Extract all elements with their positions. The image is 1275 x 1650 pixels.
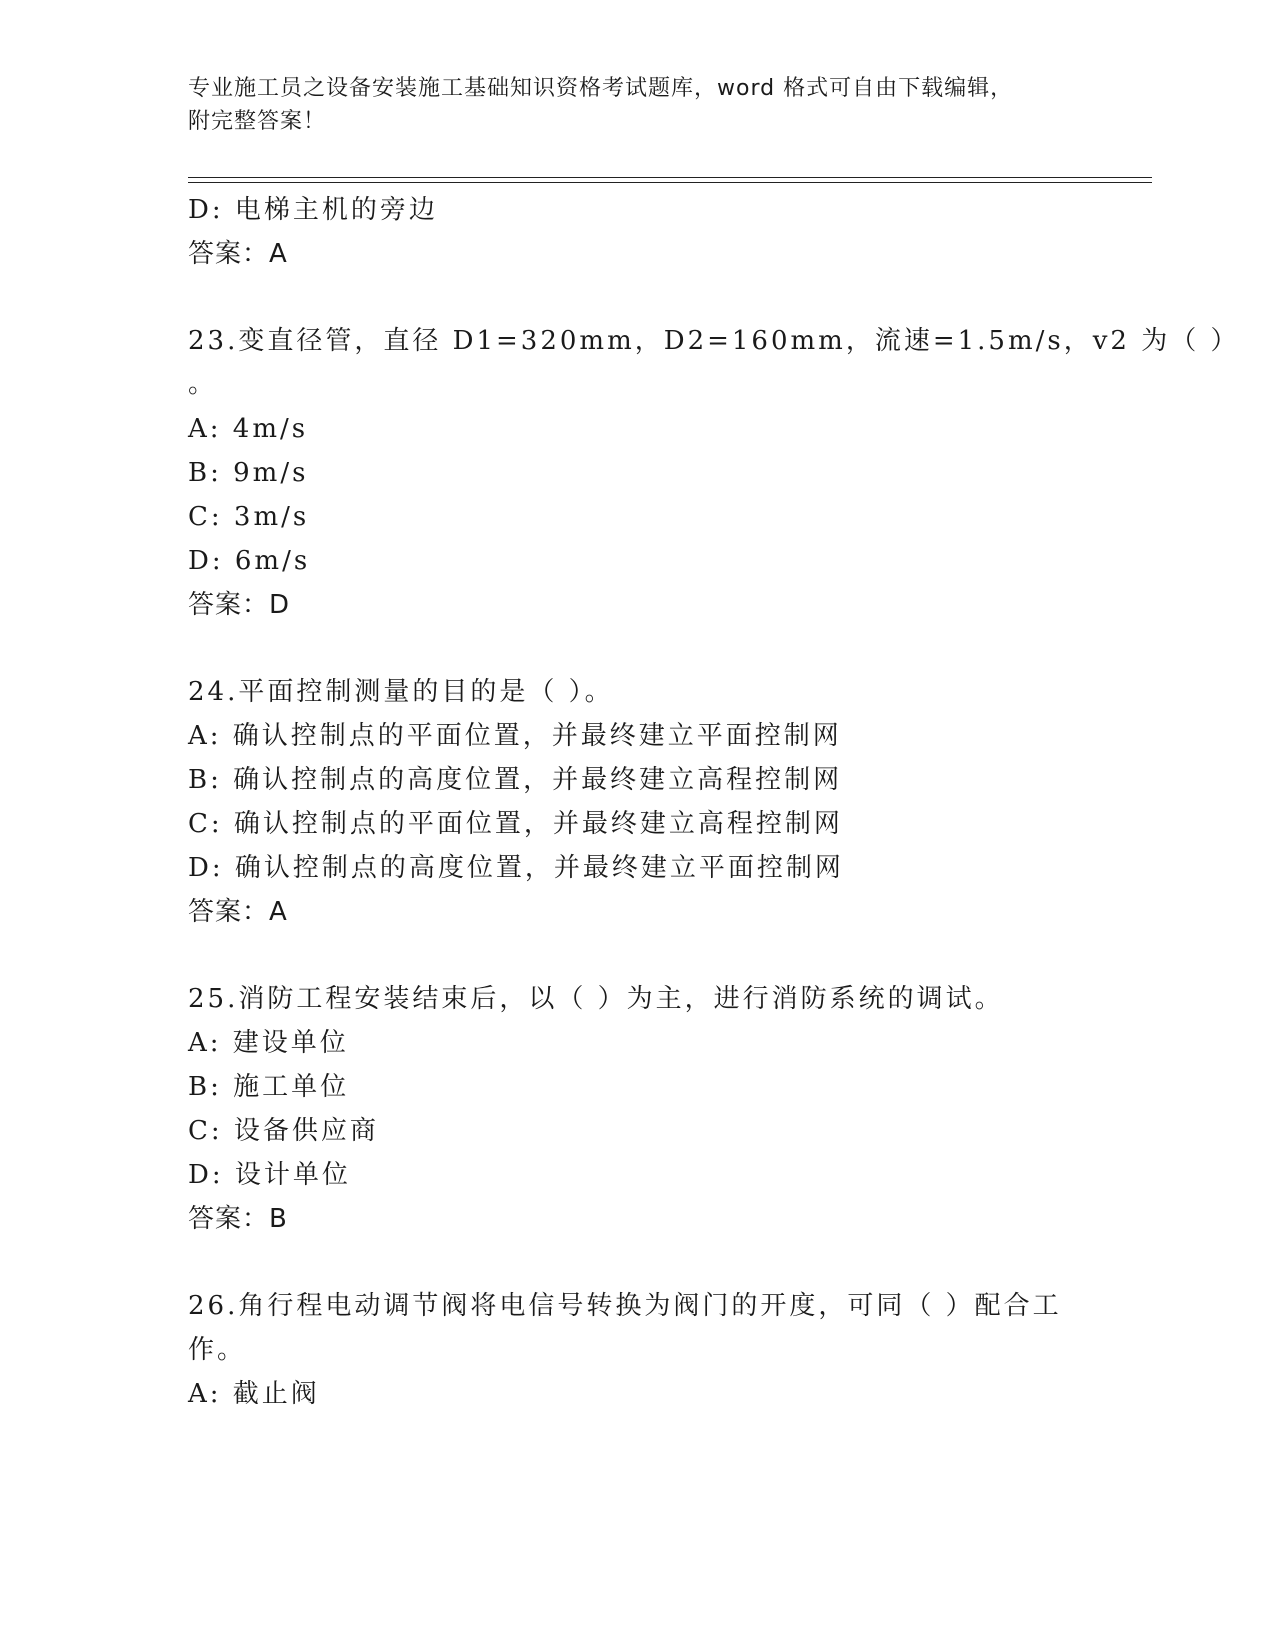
q24-option-d: D: 确认控制点的高度位置，并最终建立平面控制网	[188, 853, 844, 883]
q23-option-c: C: 3m/s	[188, 502, 310, 532]
q24-option-c: C: 确认控制点的平面位置，并最终建立高程控制网	[188, 809, 843, 839]
q24-option-a: A: 确认控制点的平面位置，并最终建立平面控制网	[188, 721, 842, 751]
q25-stem: 25.消防工程安装结束后，以（ ）为主，进行消防系统的调试。	[188, 984, 1004, 1014]
q24-answer: 答案：A	[188, 897, 288, 927]
q23-stem-line-1: 23.变直径管，直径 D1=320mm，D2=160mm，流速=1.5m/s，v2 为（ ）	[188, 326, 1240, 356]
header-rule-bottom	[188, 182, 1152, 183]
q23-stem-line-2: 。	[188, 369, 218, 399]
document-header	[188, 72, 1068, 138]
header-rule-top	[188, 177, 1152, 178]
header-line-2: 附完整答案！	[188, 109, 327, 134]
q23-answer: 答案：D	[188, 590, 291, 620]
q26-option-a: A: 截止阀	[188, 1379, 320, 1409]
q23-option-d: D: 6m/s	[188, 546, 311, 576]
q25-option-a: A: 建设单位	[188, 1028, 349, 1058]
q23-option-a: A: 4m/s	[188, 414, 309, 444]
q25-option-c: C: 设备供应商	[188, 1116, 379, 1146]
q26-stem-line-2: 作。	[188, 1335, 247, 1365]
header-line-1: 专业施工员之设备安装施工基础知识资格考试题库，word 格式可自由下载编辑，	[188, 76, 1014, 101]
prev-answer: 答案：A	[188, 239, 288, 269]
q25-option-b: B: 施工单位	[188, 1072, 350, 1102]
q25-option-d: D: 设计单位	[188, 1160, 351, 1190]
q24-stem: 24.平面控制测量的目的是（ ）。	[188, 677, 614, 707]
prev-option-d: D: 电梯主机的旁边	[188, 195, 438, 225]
q23-option-b: B: 9m/s	[188, 458, 309, 488]
q25-answer: 答案：B	[188, 1204, 288, 1234]
q26-stem-line-1: 26.角行程电动调节阀将电信号转换为阀门的开度，可同（ ）配合工	[188, 1291, 1062, 1321]
q24-option-b: B: 确认控制点的高度位置，并最终建立高程控制网	[188, 765, 843, 795]
